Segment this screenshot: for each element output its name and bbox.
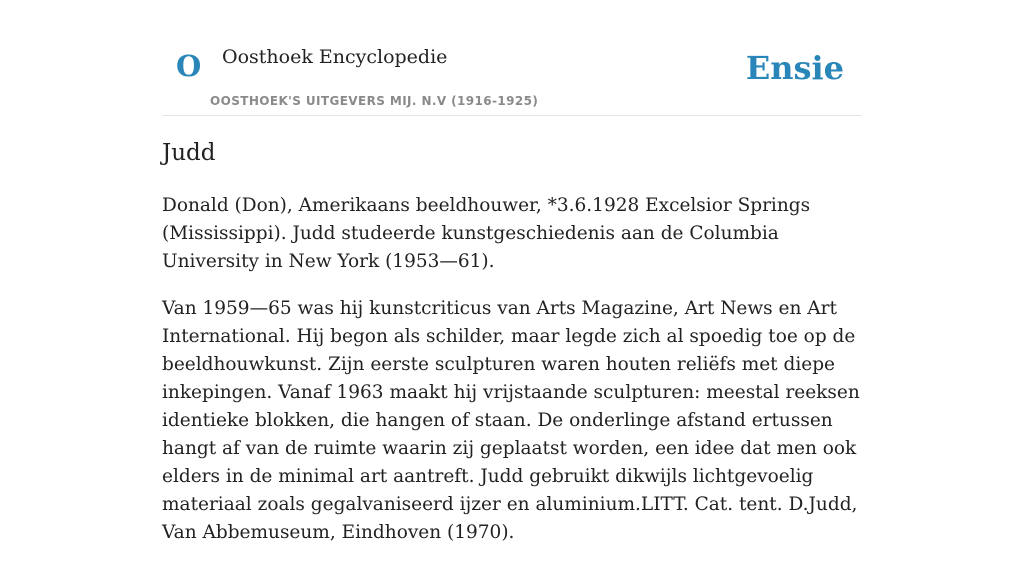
page bbox=[162, 0, 862, 543]
source-logo-icon[interactable]: O bbox=[176, 49, 202, 83]
source-title-link[interactable]: Oosthoek Encyclopedie bbox=[222, 46, 448, 68]
article-paragraph-2: Van 1959—65 was hij kunstcriticus van Arts Magazine, Art News en Art International. Hij begon als schilder, maar legde zich al spoedig toe op de beeldhouwkunst. Zijn eerste sculpturen waren houten reliëfs met diepe inkepingen. Vanaf 1963 maakt hij vrijstaande sculpturen: meestal reeksen identieke blokken, die hangen of staan. De onderlinge afstand ertussen hangt af van de ruimte waarin zij geplaatst worden, een idee dat men ook elders in de minimal art aantreft. Judd gebruikt dikwijls lichtgevoelig materiaal zoals gegalvaniseerd ijzer en aluminium.LITT. Cat. tent. D.Judd, Van Abbemuseum, Eindhoven (1970). bbox=[162, 298, 860, 543]
source-publisher: OOSTHOEK'S UITGEVERS MIJ. N.V (1916-1925) bbox=[210, 94, 539, 108]
article-body bbox=[162, 192, 862, 566]
article-paragraph-1: Donald (Don), Amerikaans beeldhouwer, *3.6.1928 Excelsior Springs (Mississippi). Judd studeerde kunstgeschiedenis aan de Columbia University in New York (1953—61). bbox=[162, 195, 811, 272]
source-header bbox=[162, 0, 862, 116]
article-headword: Judd bbox=[162, 140, 216, 166]
ensie-logo[interactable]: Ensie bbox=[745, 49, 844, 87]
